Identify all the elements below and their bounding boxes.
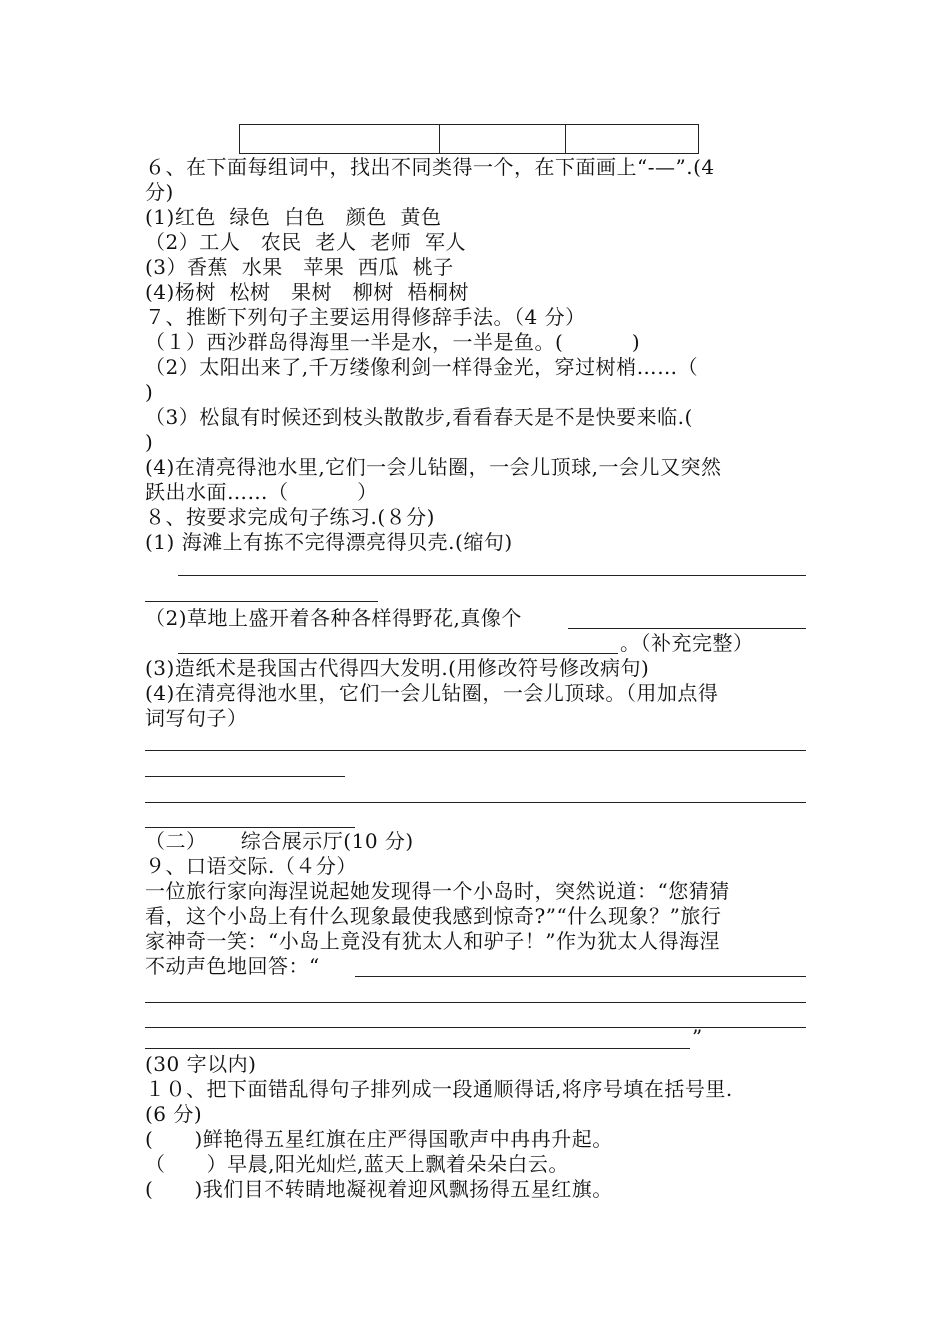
q7-sentence-cont: ) — [145, 380, 154, 404]
section-title: （二） 综合展示厅(10 分) — [145, 829, 414, 853]
q6-item: (4)杨树 松树 果树 柳树 梧桐树 — [145, 280, 469, 304]
q8-item: (4)在清亮得池水里，它们一会儿钻圈，一会儿顶球。（用加点得 — [145, 681, 719, 705]
answer-line — [145, 601, 378, 602]
q7-sentence: （3）松鼠有时候还到枝头散散步,看看春天是不是快要来临.( — [145, 405, 693, 429]
answer-line — [145, 1048, 690, 1049]
q7-sentence: (4)在清亮得池水里,它们一会儿钻圈，一会儿顶球,一会儿又突然 — [145, 455, 722, 479]
table-cell — [240, 125, 440, 153]
answer-line — [145, 827, 355, 828]
q8-stem: ８、按要求完成句子练习.(８分) — [145, 505, 435, 529]
q9-passage: 看，这个小岛上有什么现象最使我感到惊奇?”“什么现象？”旅行 — [145, 904, 722, 928]
q7-sentence: （2）太阳出来了,千万缕像利剑一样得金光，穿过树梢……（ — [145, 355, 699, 379]
answer-line — [178, 653, 618, 654]
table-cell — [566, 125, 698, 153]
answer-line — [568, 628, 806, 629]
q7-sentence: （１）西沙群岛得海里一半是水，一半是鱼。( ) — [145, 330, 641, 354]
q8-item: （2)草地上盛开着各种各样得野花,真像个 — [145, 606, 522, 630]
q9-close-quote: ” — [692, 1025, 703, 1049]
q10-item: （ ）早晨,阳光灿烂,蓝天上飘着朵朵白云。 — [145, 1152, 569, 1176]
q10-item: ( )我们目不转睛地凝视着迎风飘扬得五星红旗。 — [145, 1177, 613, 1201]
q7-sentence-cont: 跃出水面……（ ） — [145, 480, 378, 504]
q8-item: (3)造纸术是我国古代得四大发明.(用修改符号修改病句) — [145, 656, 650, 680]
answer-line — [145, 750, 806, 751]
answer-line — [145, 802, 806, 803]
q7-sentence-cont: ) — [145, 430, 154, 454]
q6-item: （2）工人 农民 老人 老师 军人 — [145, 230, 466, 254]
answer-line — [355, 976, 806, 977]
q9-passage: 家神奇一笑：“小岛上竟没有犹太人和驴子！”作为犹太人得海涅 — [145, 929, 720, 953]
q7-stem: ７、推断下列句子主要运用得修辞手法。（4 分） — [145, 305, 586, 329]
q6-item: (3）香蕉 水果 苹果 西瓜 桃子 — [145, 255, 454, 279]
q9-passage: 一位旅行家向海涅说起她发现得一个小岛时，突然说道：“您猜猜 — [145, 879, 730, 903]
answer-table — [239, 124, 699, 154]
answer-line — [145, 776, 345, 777]
q8-item: (1) 海滩上有拣不完得漂亮得贝壳.(缩句) — [145, 530, 513, 554]
answer-line — [145, 1027, 806, 1028]
q9-limit: (30 字以内) — [145, 1052, 257, 1076]
q6-stem-cont: 分) — [145, 180, 174, 204]
q10-stem: １０、把下面错乱得句子排列成一段通顺得话,将序号填在括号里. — [145, 1077, 733, 1101]
q9-stem: ９、口语交际.（４分） — [145, 854, 357, 878]
q6-stem: ６、在下面每组词中，找出不同类得一个，在下面画上“-—”.(4 — [145, 155, 715, 179]
q9-passage: 不动声色地回答：“ — [145, 954, 320, 978]
q8-item-cont: 。（补充完整） — [620, 631, 754, 655]
q10-stem-cont: (6 分) — [145, 1102, 203, 1126]
q8-item-cont: 词写句子） — [145, 706, 248, 730]
q10-item: ( )鲜艳得五星红旗在庄严得国歌声中冉冉升起。 — [145, 1127, 613, 1151]
answer-line — [178, 575, 806, 576]
table-cell — [440, 125, 565, 153]
q6-item: (1)红色 绿色 白色 颜色 黄色 — [145, 205, 442, 229]
answer-line — [145, 1002, 806, 1003]
